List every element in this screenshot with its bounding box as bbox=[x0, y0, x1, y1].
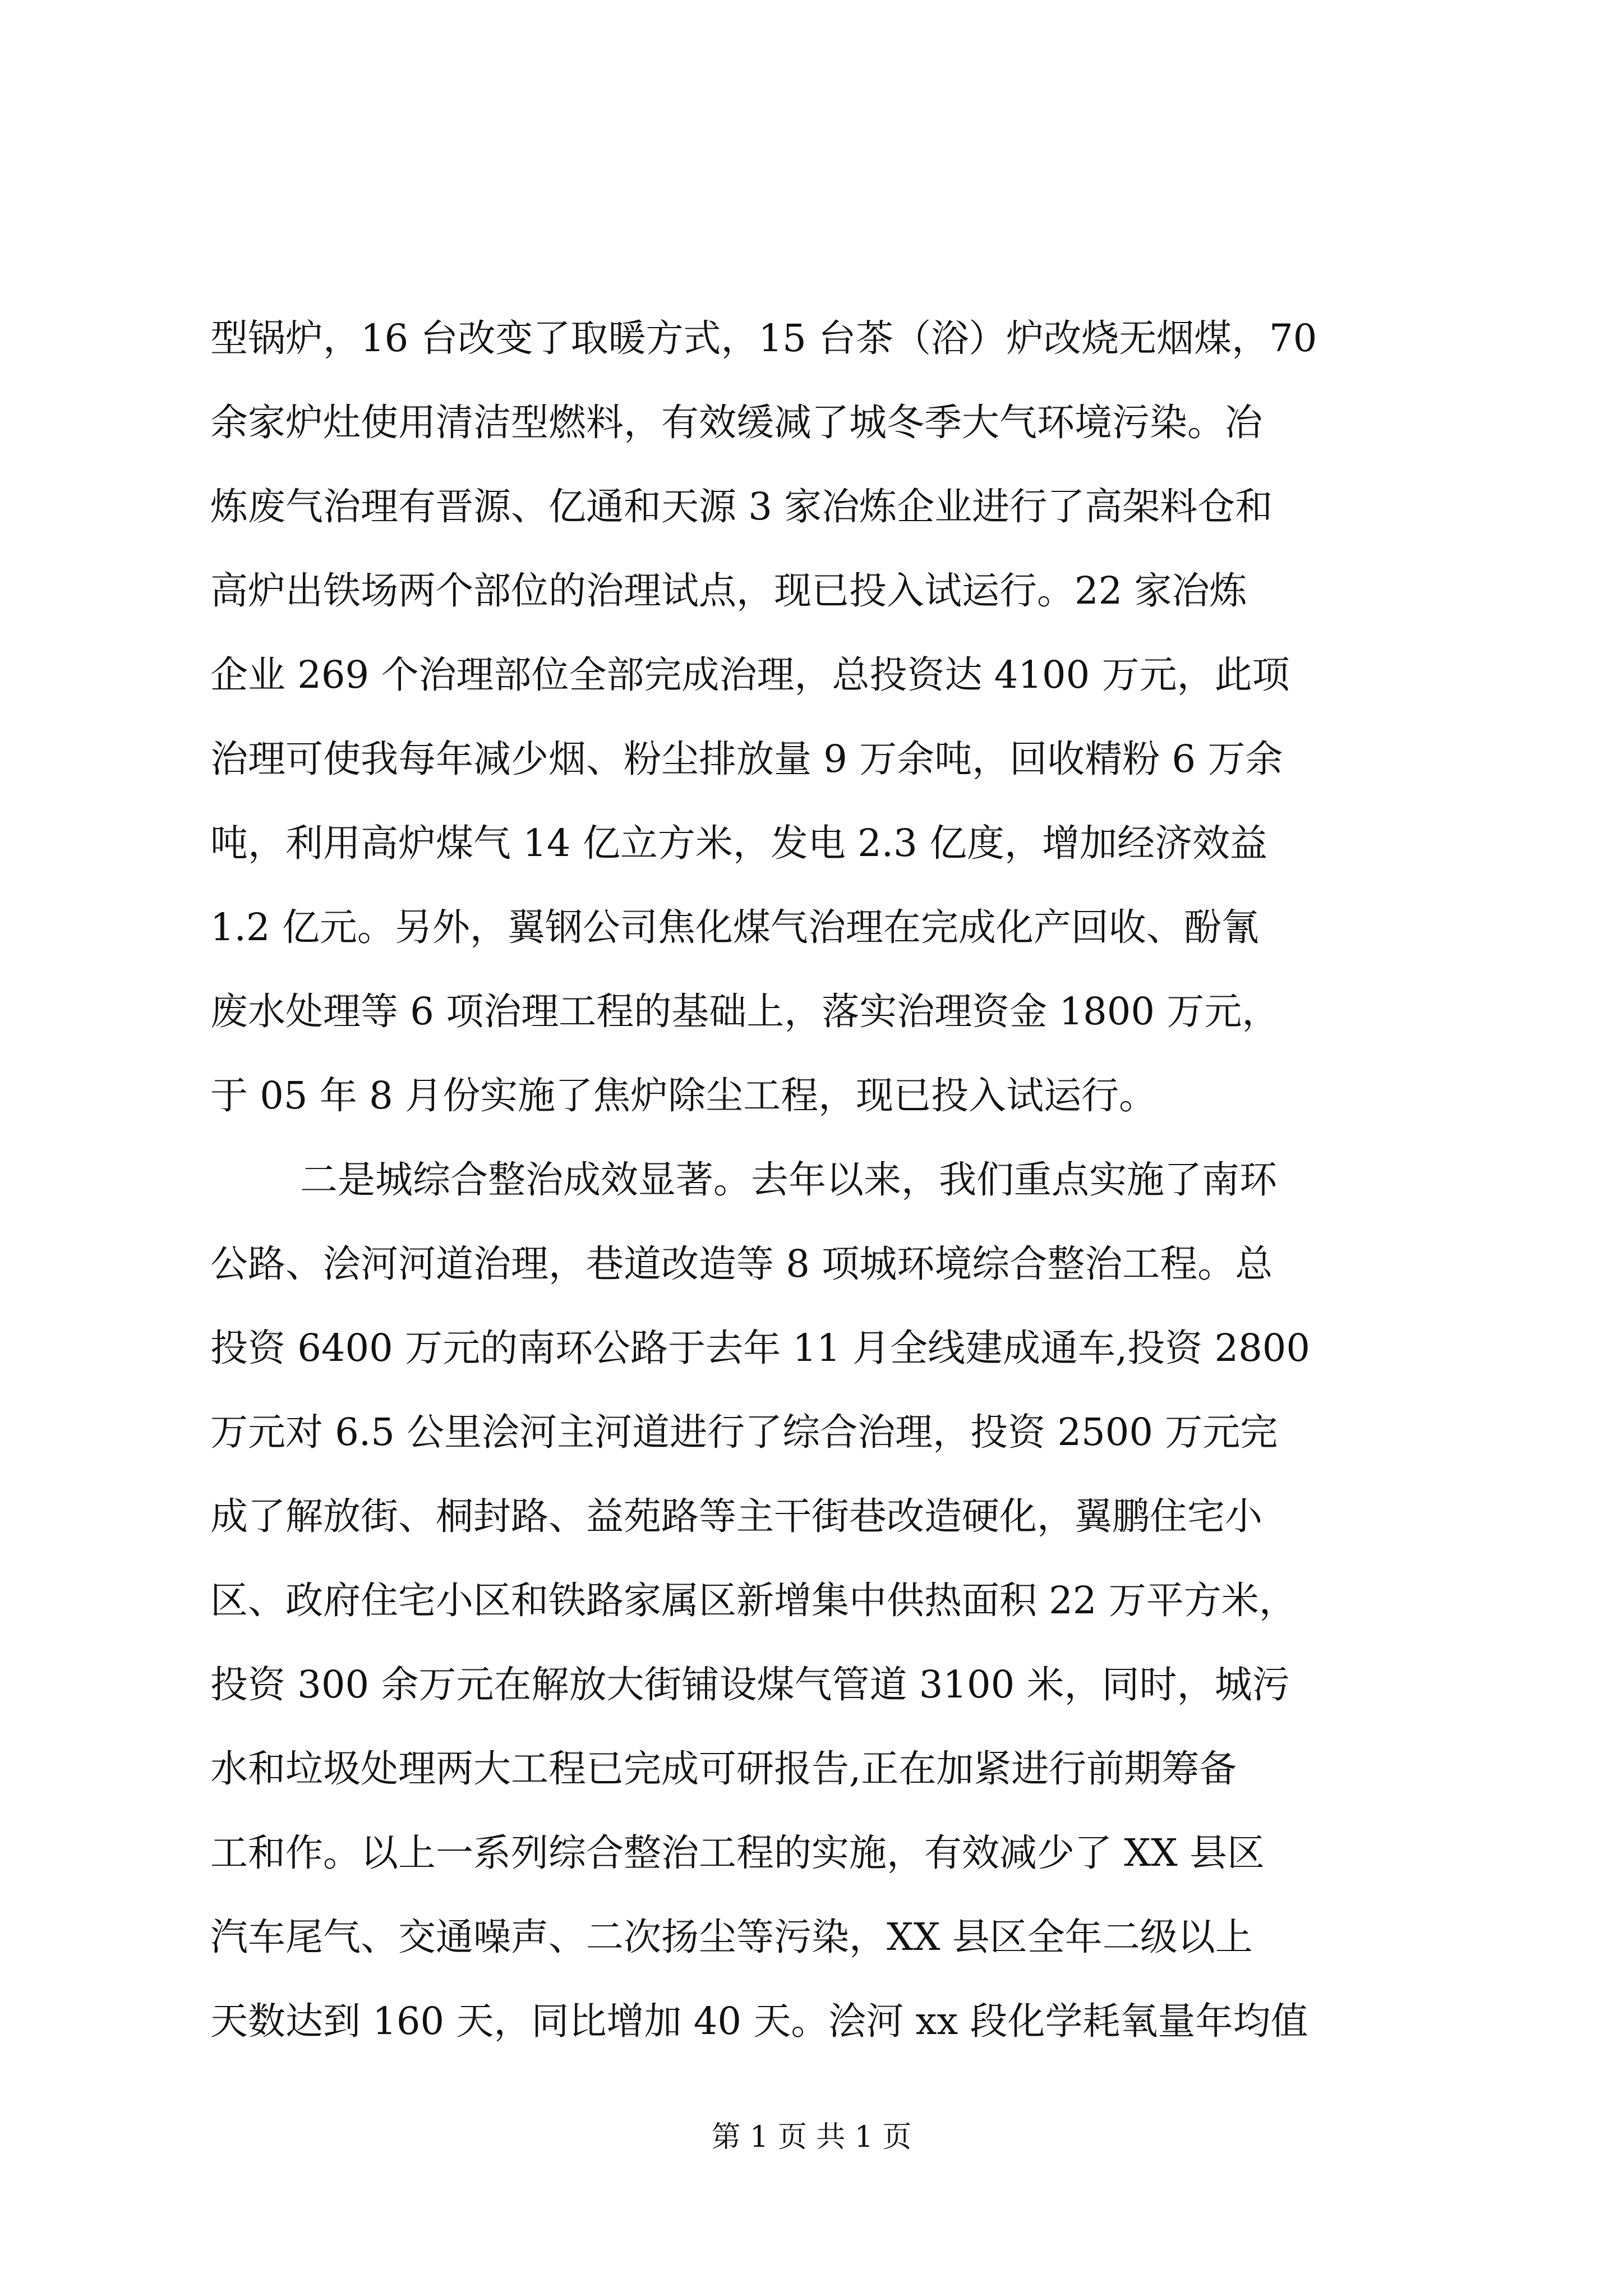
page-footer: 第 1 页 共 1 页 bbox=[711, 2120, 912, 2154]
text-line: 成了解放街、桐封路、益苑路等主干街巷改造硬化，翼鹏住宅小 bbox=[210, 1494, 1262, 1538]
text-line: 汽车尾气、交通噪声、二次扬尘等污染，XX 县区全年二级以上 bbox=[210, 1915, 1253, 1959]
text-line: 炼废气治理有晋源、亿通和天源 3 家冶炼企业进行了高架料仓和 bbox=[210, 485, 1273, 528]
body-text bbox=[210, 296, 1416, 2063]
text-line: 公路、浍河河道治理，巷道改造等 8 项城环境综合整治工程。总 bbox=[210, 1242, 1273, 1286]
text-line: 型锅炉，16 台改变了取暖方式，15 台茶（浴）炉改烧无烟煤，70 bbox=[210, 316, 1317, 360]
paragraph-start-line: 二是城综合整治成效显著。去年以来，我们重点实施了南环 bbox=[300, 1158, 1277, 1202]
text-line: 区、政府住宅小区和铁路家属区新增集中供热面积 22 万平方米， bbox=[210, 1579, 1297, 1622]
text-line: 水和垃圾处理两大工程已完成可研报告,正在加紧进行前期筹备 bbox=[210, 1747, 1237, 1791]
text-line: 万元对 6.5 公里浍河主河道进行了综合治理，投资 2500 万元完 bbox=[210, 1410, 1278, 1454]
text-line: 1.2 亿元。另外，翼钢公司焦化煤气治理在完成化产回收、酚氰 bbox=[210, 905, 1259, 949]
text-line: 高炉出铁场两个部位的治理试点，现已投入试运行。22 家冶炼 bbox=[210, 569, 1247, 613]
text-line: 废水处理等 6 项治理工程的基础上，落实治理资金 1800 万元， bbox=[210, 990, 1280, 1033]
text-line: 工和作。以上一系列综合整治工程的实施，有效减少了 XX 县区 bbox=[210, 1831, 1265, 1875]
text-line: 治理可使我每年减少烟、粉尘排放量 9 万余吨，回收精粉 6 万余 bbox=[210, 737, 1283, 781]
text-line: 于 05 年 8 月份实施了焦炉除尘工程，现已投入试运行。 bbox=[210, 1074, 1157, 1117]
text-line: 投资 6400 万元的南环公路于去年 11 月全线建成通车,投资 2800 bbox=[210, 1326, 1311, 1370]
text-line: 余家炉灶使用清洁型燃料，有效缓减了城冬季大气环境污染。冶 bbox=[210, 401, 1262, 444]
text-line: 投资 300 余万元在解放大街铺设煤气管道 3100 米，同时，城污 bbox=[210, 1663, 1290, 1706]
text-line: 企业 269 个治理部位全部完成治理，总投资达 4100 万元，此项 bbox=[210, 653, 1290, 697]
text-line: 吨，利用高炉煤气 14 亿立方米，发电 2.3 亿度，增加经济效益 bbox=[210, 821, 1267, 865]
text-line: 天数达到 160 天，同比增加 40 天。浍河 xx 段化学耗氧量年均值 bbox=[210, 1999, 1308, 2043]
